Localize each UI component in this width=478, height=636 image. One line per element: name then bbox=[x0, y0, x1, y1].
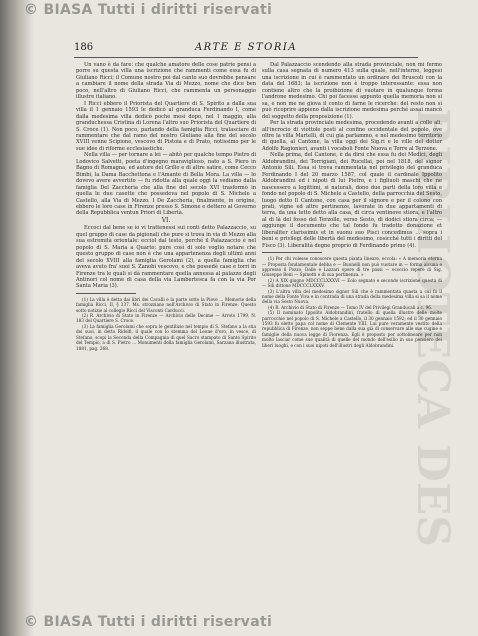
running-header bbox=[74, 42, 418, 58]
footnote: (3) La famiglia Gerolami che sopra le gentilizie nel tempio di S. Stefano a la stia dei suoi, in detto Ridolfi, il quale con lo stemma del Leone d'oro, in vesce, di Stefano, scopi la Seconda della Compagnia di quel Sacro stampato di Santo Spirito del Tempio, a di S. Pietro ... Monumenti della famiglia Gerolami, Sarzana illustrata, 1881, pag. 268. bbox=[76, 323, 256, 351]
right-column bbox=[262, 62, 442, 348]
paragraph: Dal Palazzaccio scendendo alla strada provinciale, non mi fermo sulla casa segnata di numero 413 sulla quale, nell'interno, leggesi una iscrizione in cui è rammentato un ordinare dei Bruscoli con la data del 1683; la iscrizione non è troppo interessante: essa non contiene altro che la proibizione di vuotare in qualunque forma l'androne medesimo. Chi poi facesse appunto quella memoria non si sa, e non me ne giova il conto di farne le ricerche: del resto non si può ricoprire appieno dalla iscrizione medesima perché assai mancò del soggetto della proposizione (1). bbox=[262, 62, 442, 120]
footnote-rule bbox=[76, 293, 136, 294]
paragraph: Nella prima, del Cantone, è da dirsi che essa fu dei Medici, degli Aldobrandini, dei Torrigiani, dei Rucellai, poi nel 1818, del signor Antonio Sili. Essa si trova rammentata nel privilegio del granduca Ferdinando I del 20 marzo 1587, col quale il cardinale Ippolito Aldobrandini ed i nipoti di lui Pietro, e i figliuoli maschi che ne nascessero a legittimi, si naturali, dono due parti della loro villa e fondo nel popolo di S. Michele a Castello, della parrocchia del Sesto, luogo detto Il Cantone, con casa per il signore e per il colono con prati, vigne ed altre pertinenze, lavorate in due appartamenti di terra, da una tetto detto alla casa, di circa ventinove stiora, e l'altro al di là del fosso del Terzolle, verso Sesto, di dodici stiora circa; — aggiunge il documento che tal fondo fu tradotto donazione et liberaliter clarissimis et in suonu suo Pisci concedimus ... sopra i beni e privilegi delle libertà del medesimo, cosicché tutti i diritti del Fisco (3). Liberalità degne proprio di Ferdinando primo (4). bbox=[262, 152, 442, 249]
header-rule bbox=[74, 57, 418, 58]
journal-title: ARTE E STORIA bbox=[194, 42, 298, 53]
left-column bbox=[76, 62, 256, 351]
watermark-top: © BIASA Tutti i diritti riservati bbox=[24, 2, 273, 18]
footnote: (5) Il nominato Ippolito Aldobrandini, fratello di quella illustre delle molte parrocchie nel popolo di S. Michele a Castello, il 30 gennaio 1592; ed il 30 gennaio 1593 fu eletto papa col nome di Clemente VIII. Lui pure veramente vestito della repubblica di Firenze, non seppe bene dalla sua già di conservare alle sue cugine e famiglie della nuova legge di Fiorenza. Egli è proposto per sottolineare per non molto lasciar come sue qualità di quelle del mondo dell'esilio in suo pensiero dei liberi luoghi, e con i suoi nipoti dell'illustri degli Aldobrandini. bbox=[262, 310, 442, 348]
footnote: (1) La villa è detta dai libri dei Cavalli e la parte sotto la Pieve ... Memorie della famiglia Ricci, II, § 337. Ms. strozziano nell'Archivio di Stato in Firenze. Questo sotto notizie al collegio Ricci del Visconti Carducci. bbox=[76, 296, 256, 313]
footnote: (2) A XIX giugno MDCCCLXXXVI — Eolo segnato e secondo iscrizione questa di — Sili dittone MDCCCLXXXV. bbox=[262, 277, 442, 289]
footnote: (3) L'altra villa del medesimo signor Sili che è rammentata quasta a cui fa il nome della Fonte Viva e in contrada di una strada della medesima villa si sa il nome della via Sesto Nuova. bbox=[262, 288, 442, 305]
page-number: 186 bbox=[74, 42, 94, 53]
footnotes bbox=[262, 256, 442, 348]
footnote-rule bbox=[262, 252, 322, 253]
section-heading: VI. bbox=[161, 216, 171, 224]
binding-shadow bbox=[0, 0, 34, 636]
footnote: (2) R. Archivio di Stato in Firenze — Archivio delle Decime — Arroto 1799, N. 183 del Quartiere S. Croce. bbox=[76, 313, 256, 324]
footnote: (1) Per chi volesse conoscere questa pianta lineare, eccola: « A memoria eterna — Proposta fondamentale debba e — Buonelli non può vuotare in — forma alcuna e appresso il Pozzo, Dalle e Lazzari opere di tre passi — ecoccio repere di Sig. Giuseppe Beni — Spinetti e di sua pertinenza. » bbox=[262, 256, 442, 278]
watermark-bottom: © BIASA Tutti i diritti riservati bbox=[24, 614, 273, 630]
paragraph: Nella villa — per tornare a lei — abitò per qualche tempo Pietro di Lodovico Salvetti, poeta d'ingegno maraviglioso, nato a S. Piero in Bagno di Romagna, ed autore del Grillo e di altre satire, come Cecco Bimbi, la Dama Bacchettona e l'Amante di Bella Mora. La villa — lo dovevo avere avvertito — fu ridotta alla quale oggi la vediamo dalla famiglia Del Zaccheria che alla fine del secolo XVI trasformò in quella le due casette che possedeva nel popolo di S. Michele a Castello, alla Via di Mezzo. I De Zaccheria, finalmente, in origine, ebbero le loro case in Firenze presso S. Simone e dettero al Governo della Repubblica ventun Priori di Libertà. bbox=[76, 152, 256, 217]
paragraph: Un vano è da fare: che qualche amatore delle cose patrie pensi a porre su questa villa una iscrizione che rammenti come essa fu di Giuliano Ricci; il Comune nostro poi dal canto suo dovrebbe pensare a cambiare il nome della strada Via di Mezzo, nome che dice ben poco, nell'altro di Giuliano Ricci, che rammenta un personaggio illustre italiano. bbox=[76, 62, 256, 101]
paragraph: I Ricci ebbero il Priorista del Quartiere di S. Spirito a dalla sua villa il 1 gennaio 1593 le dedicò al granduca Ferdinando I, come dalla medesima villa dedicò poche mesi dopo, nel 1 maggio, alla granduchessa Cristina di Lorena l'altro suo Priorista del Quartiere di S. Croce (1). Non poco, parlando della famiglia Ricci, tralasciare di rammentare che dal ramo del nostro Giuliano alla fine del secolo XVIII venne Scipione, vescovo di Pistoia e di Prato, notissimo per le sue idee di riforme ecclesiastiche. bbox=[76, 100, 256, 152]
footnotes bbox=[76, 297, 256, 351]
footnote: (4) R. Archivio di Stato di Firenze — Tomo IV del Privilegi Granducali a c. 96. bbox=[268, 304, 433, 310]
paragraph: Eccoci dal bene se io vi trattenessi sui conti detto Palazzaccio, su quel gruppo di case da pigionali che pure si trova in via di Mezzo alla sua estremità orientale: ecciol dal testo, perché il Palazzaccio è nel popolo di S. Maria a Quarto; pure così di solo voglio notare che questo gruppo di case non è che una appartenenza degli ultimi anni del secolo XVIII alla famiglia Gerolami (2), a quella famiglia che aveva avuto fra' suoi S. Zanobi vescovo, e che possedè case e torri in Firenze tra le quali si dà rammentare quella annessa al palazzo degli Antinori col nome di casa della via Lambertesca fa con la via Por Santa Maria (3). bbox=[76, 225, 256, 290]
side-watermark: BIBLIOTECA DES bbox=[407, 108, 458, 548]
paragraph: Per la strada provinciale medesima, procedendo avanti a colle ali, all'incrocio di viottole posti al confine occidentale del popolo, ove oltre la villa Martelli, di cui già parlammo, e nel medesimo territorio di quella, al Cantone, la villa oggi dei Sig.ri e le ville del dottor Adolfo Ragionieri, avanti i vocaboli Fonte Nuova e Torre al Terzone. bbox=[262, 120, 442, 152]
